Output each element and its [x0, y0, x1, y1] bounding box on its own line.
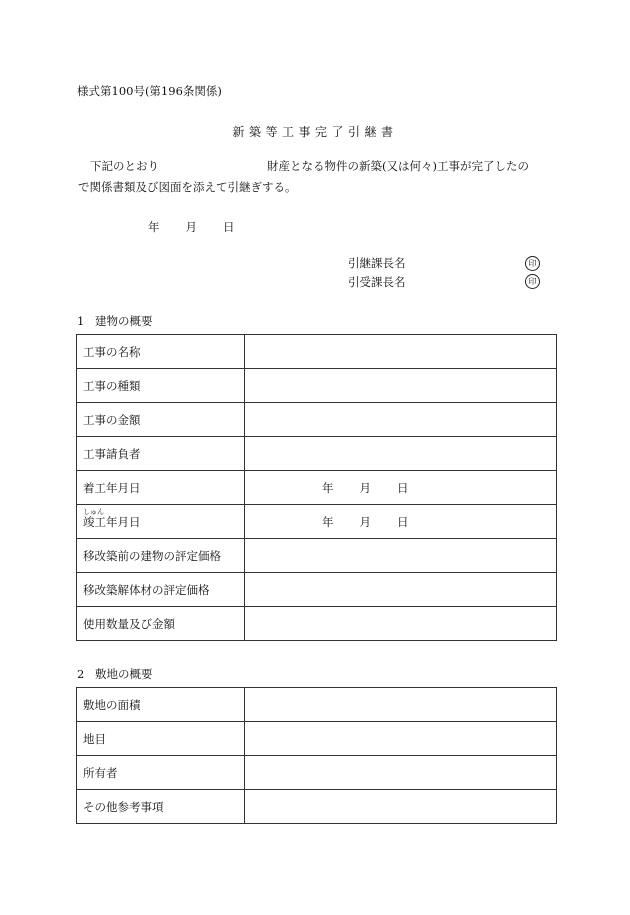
label-char: 使	[83, 616, 95, 631]
row-label-text	[83, 731, 238, 747]
row-label	[77, 756, 245, 790]
row-value-field[interactable]	[245, 573, 557, 607]
section-number: 2	[77, 667, 85, 681]
body-line-1-start: 下記のとおり	[90, 159, 159, 173]
ruby-annotation: しゅん	[83, 508, 104, 516]
label-char: 所	[83, 765, 95, 780]
label-char: 事	[94, 446, 106, 461]
section-number: 1	[77, 314, 85, 328]
label-char: 工	[83, 344, 95, 359]
label-char: の	[152, 582, 164, 597]
table-row	[77, 790, 557, 824]
row-label	[77, 539, 245, 573]
row-label-text	[83, 548, 238, 564]
label-char: 年	[106, 514, 118, 529]
label-char: 額	[129, 412, 141, 427]
label-char: 価	[186, 582, 198, 597]
row-value-field[interactable]	[245, 335, 557, 369]
label-char: の	[129, 548, 141, 563]
row-label-text	[83, 799, 238, 815]
label-char: 類	[129, 378, 141, 393]
row-label	[77, 790, 245, 824]
row-label-text	[83, 344, 238, 360]
row-value-field[interactable]	[245, 790, 557, 824]
label-char: 定	[186, 548, 198, 563]
label-char: 工	[94, 514, 106, 529]
label-char: 金	[117, 412, 129, 427]
label-char: 及	[129, 616, 141, 631]
label-char: 月	[117, 514, 129, 529]
label-char: の	[106, 344, 118, 359]
section-1-heading	[77, 313, 153, 329]
row-label-text	[83, 412, 238, 428]
row-value-field[interactable]	[245, 437, 557, 471]
date-year: 年	[322, 480, 334, 495]
date-day: 日	[397, 480, 409, 495]
label-char: 事	[94, 344, 106, 359]
label-char: 着	[83, 480, 95, 495]
label-char: 有	[94, 765, 106, 780]
label-char: 数	[106, 616, 118, 631]
table-row	[77, 688, 557, 722]
label-char: 事	[94, 378, 106, 393]
date-year: 年	[148, 220, 160, 234]
row-label	[77, 335, 245, 369]
row-value-field[interactable]	[245, 539, 557, 573]
label-char: 体	[129, 582, 141, 597]
row-label	[77, 688, 245, 722]
row-label-text	[83, 616, 238, 632]
label-char: 積	[129, 697, 141, 712]
label-char: の	[106, 697, 118, 712]
seal-mark: 印	[525, 256, 540, 271]
label-char: 工	[94, 480, 106, 495]
table-row	[77, 539, 557, 573]
building-overview-table	[76, 334, 557, 641]
label-char: 月	[117, 480, 129, 495]
row-value-field[interactable]	[245, 369, 557, 403]
label-char: 参	[117, 799, 129, 814]
label-char: 築	[106, 582, 118, 597]
label-char: 建	[140, 548, 152, 563]
document-title: 新築等工事完了引継書	[232, 125, 398, 139]
label-char: 工	[83, 446, 95, 461]
table-row	[77, 369, 557, 403]
label-char: び	[140, 616, 152, 631]
label-char: 地	[83, 731, 95, 746]
table-row	[77, 722, 557, 756]
label-char: 材	[140, 582, 152, 597]
table-row	[77, 437, 557, 471]
label-char: 項	[152, 799, 164, 814]
label-char: 考	[129, 799, 141, 814]
table-row	[77, 573, 557, 607]
label-char: の	[163, 548, 175, 563]
table-row	[77, 505, 557, 539]
label-char: そ	[83, 799, 95, 814]
label-char: 事	[94, 412, 106, 427]
date-month: 月	[359, 514, 371, 529]
label-char: 移	[83, 548, 95, 563]
row-label-text	[83, 480, 238, 496]
date-month: 月	[359, 480, 371, 495]
label-char: の	[94, 799, 106, 814]
label-char: 他	[106, 799, 118, 814]
row-label-text	[83, 514, 238, 530]
row-label	[77, 573, 245, 607]
row-label	[77, 722, 245, 756]
date-day: 日	[223, 220, 235, 234]
label-char: 金	[152, 616, 164, 631]
row-label	[77, 369, 245, 403]
row-label	[77, 505, 245, 539]
section-title: 建物の概要	[95, 314, 153, 328]
label-char: 面	[117, 697, 129, 712]
date-line	[148, 219, 235, 235]
label-char: 工	[83, 412, 95, 427]
label-char: 移	[83, 582, 95, 597]
label-char: 量	[117, 616, 129, 631]
row-value-field[interactable]	[245, 607, 557, 641]
date-year: 年	[322, 514, 334, 529]
section-title: 敷地の概要	[95, 667, 153, 681]
row-label-text	[83, 378, 238, 394]
label-char: 定	[175, 582, 187, 597]
label-char: 工	[83, 378, 95, 393]
table-row	[77, 471, 557, 505]
table-row	[77, 756, 557, 790]
transfer-chief-name: 引継課長名	[348, 256, 406, 270]
label-char: 者	[129, 446, 141, 461]
date-day: 日	[397, 514, 409, 529]
site-overview-table	[76, 687, 557, 824]
label-char: 格	[209, 548, 221, 563]
row-value-field[interactable]	[245, 756, 557, 790]
label-char: 評	[175, 548, 187, 563]
receive-chief-name: 引受課長名	[348, 275, 406, 289]
label-char: 名	[117, 344, 129, 359]
row-value-field[interactable]	[245, 403, 557, 437]
label-char: の	[106, 378, 118, 393]
row-label	[77, 607, 245, 641]
label-char: 価	[198, 548, 210, 563]
label-char: の	[106, 412, 118, 427]
label-char: 日	[129, 514, 141, 529]
seal-mark: 印	[525, 274, 540, 289]
label-char: 用	[94, 616, 106, 631]
label-char: 格	[198, 582, 210, 597]
label-char: 物	[152, 548, 164, 563]
label-char: 日	[129, 480, 141, 495]
label-char: 築	[106, 548, 118, 563]
section-2-heading	[77, 666, 153, 682]
label-char: 目	[94, 731, 106, 746]
label-char: 竣	[83, 514, 95, 529]
body-line-1-end: 財産となる物件の新築(又は何々)工事が完了したの	[267, 159, 529, 173]
body-line-2: で関係書類及び図面を添えて引継ぎする。	[78, 180, 297, 194]
row-label-text	[83, 765, 238, 781]
table-row	[77, 335, 557, 369]
label-char: 前	[117, 548, 129, 563]
table-row	[77, 403, 557, 437]
row-label-text	[83, 582, 238, 598]
label-char: 称	[129, 344, 141, 359]
table-row	[77, 607, 557, 641]
form-number: 様式第100号(第196条関係)	[77, 84, 222, 98]
row-label	[77, 403, 245, 437]
row-label	[77, 437, 245, 471]
row-value-field[interactable]	[245, 471, 557, 505]
row-value-field[interactable]	[245, 505, 557, 539]
row-value-field[interactable]	[245, 722, 557, 756]
row-label-text	[83, 446, 238, 462]
date-month: 月	[185, 220, 197, 234]
body-line-1	[78, 158, 529, 174]
label-char: 敷	[83, 697, 95, 712]
label-char: 請	[106, 446, 118, 461]
label-char: 者	[106, 765, 118, 780]
label-char: 額	[163, 616, 175, 631]
label-char: 事	[140, 799, 152, 814]
label-char: 解	[117, 582, 129, 597]
label-char: 改	[94, 582, 106, 597]
label-char: 改	[94, 548, 106, 563]
row-label	[77, 471, 245, 505]
label-char: 負	[117, 446, 129, 461]
label-char: 地	[94, 697, 106, 712]
row-label-text	[83, 697, 238, 713]
row-value-field[interactable]	[245, 688, 557, 722]
label-char: 評	[163, 582, 175, 597]
label-char: 年	[106, 480, 118, 495]
label-char: 種	[117, 378, 129, 393]
